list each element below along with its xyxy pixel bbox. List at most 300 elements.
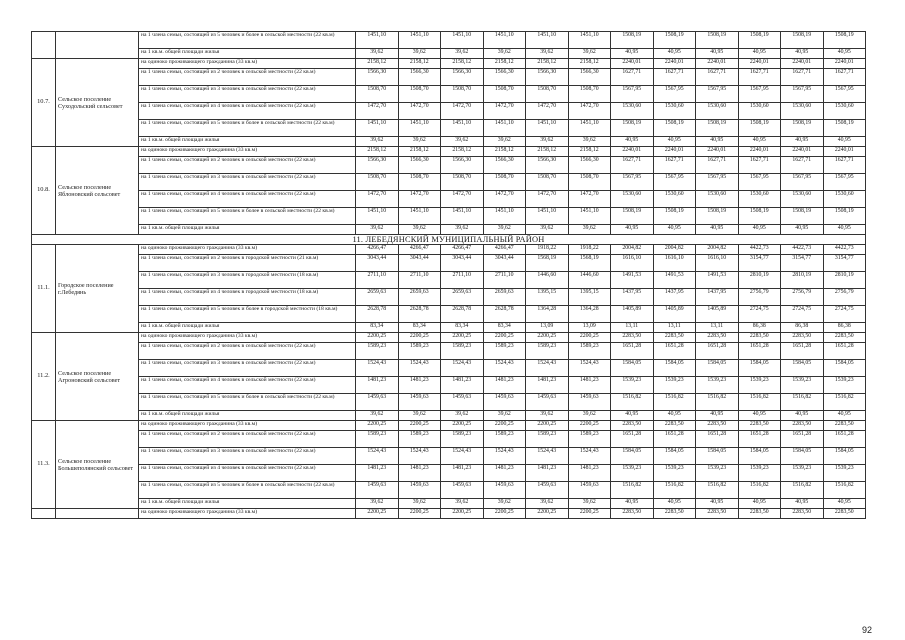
value-cell: 1567,95 [653, 174, 696, 191]
table-body [32, 32, 866, 519]
value-cell: 1524,43 [568, 360, 611, 377]
value-cell: 1481,23 [441, 377, 484, 394]
value-cell: 1451,10 [568, 120, 611, 137]
row-label: на 1 члена семьи, состоящей из 3 человек в сельской местности (22 кв.м) [139, 86, 356, 103]
value-cell: 1530,60 [696, 191, 739, 208]
value-cell: 1589,23 [441, 343, 484, 360]
value-cell: 1491,53 [611, 272, 654, 289]
row-label: на одиноко проживающего гражданина (33 кв.м) [139, 509, 356, 519]
value-cell: 40,95 [823, 499, 866, 509]
value-cell: 40,95 [823, 49, 866, 59]
value-cell: 1508,19 [823, 120, 866, 137]
value-cell: 1508,70 [398, 174, 441, 191]
value-cell: 1539,23 [738, 377, 781, 394]
value-cell: 1589,23 [398, 343, 441, 360]
value-cell: 1459,63 [356, 394, 399, 411]
value-cell: 40,95 [823, 137, 866, 147]
value-cell: 1616,10 [611, 255, 654, 272]
value-cell: 1584,05 [611, 360, 654, 377]
row-label: на 1 члена семьи, состоящей из 2 человек в сельской местности (22 кв.м) [139, 157, 356, 174]
value-cell: 39,62 [483, 137, 526, 147]
value-cell: 40,95 [696, 499, 739, 509]
value-cell: 86,38 [781, 323, 824, 333]
value-cell: 1584,05 [823, 448, 866, 465]
value-cell: 1481,23 [356, 465, 399, 482]
value-cell: 1508,19 [781, 120, 824, 137]
value-cell: 1524,43 [398, 360, 441, 377]
value-cell: 1539,23 [696, 377, 739, 394]
row-label: на 1 члена семьи, состоящей из 3 человек в сельской местности (22 кв.м) [139, 448, 356, 465]
value-cell: 1616,10 [696, 255, 739, 272]
value-cell: 39,62 [526, 137, 569, 147]
value-cell: 1459,63 [526, 482, 569, 499]
row-label: на 1 члена семьи, состоящей из 5 человек и более в сельской местности (22 кв.м) [139, 120, 356, 137]
value-cell: 1651,28 [611, 431, 654, 448]
value-cell: 3043,44 [483, 255, 526, 272]
value-cell: 1627,71 [781, 69, 824, 86]
value-cell: 1566,30 [356, 157, 399, 174]
value-cell: 1567,95 [781, 174, 824, 191]
value-cell: 2756,79 [823, 289, 866, 306]
value-cell: 1651,28 [823, 343, 866, 360]
value-cell: 1459,63 [568, 482, 611, 499]
value-cell: 39,62 [441, 225, 484, 235]
value-cell: 1589,23 [356, 431, 399, 448]
value-cell: 1589,23 [568, 431, 611, 448]
settlement-name [56, 32, 139, 59]
value-cell: 1584,05 [653, 448, 696, 465]
value-cell: 1508,70 [526, 86, 569, 103]
table-row [32, 272, 866, 289]
value-cell: 2283,50 [611, 509, 654, 519]
value-cell: 1472,70 [356, 103, 399, 120]
value-cell: 1567,95 [823, 174, 866, 191]
value-cell: 39,62 [398, 137, 441, 147]
section-row [32, 235, 866, 245]
value-cell: 1451,10 [568, 208, 611, 225]
value-cell: 1516,82 [611, 394, 654, 411]
value-cell: 1405,89 [653, 306, 696, 323]
value-cell: 2628,78 [483, 306, 526, 323]
value-cell: 2240,01 [653, 59, 696, 69]
value-cell: 1491,53 [653, 272, 696, 289]
table-row [32, 411, 866, 421]
table-row [32, 208, 866, 225]
value-cell: 1446,60 [568, 272, 611, 289]
value-cell: 1567,95 [738, 86, 781, 103]
value-cell: 1651,28 [653, 431, 696, 448]
value-cell: 1508,70 [356, 174, 399, 191]
value-cell: 2711,10 [483, 272, 526, 289]
value-cell: 1508,19 [653, 208, 696, 225]
value-cell: 39,62 [483, 49, 526, 59]
value-cell: 39,62 [398, 411, 441, 421]
value-cell: 1508,70 [483, 86, 526, 103]
row-label: на 1 члена семьи, состоящей из 2 человек в сельской местности (22 кв.м) [139, 431, 356, 448]
table-row [32, 69, 866, 86]
value-cell: 40,95 [781, 225, 824, 235]
value-cell: 2724,75 [738, 306, 781, 323]
value-cell: 1437,95 [653, 289, 696, 306]
value-cell: 4422,73 [823, 245, 866, 255]
value-cell: 1508,19 [738, 32, 781, 49]
value-cell: 1451,10 [441, 208, 484, 225]
value-cell: 40,95 [653, 499, 696, 509]
value-cell: 2659,63 [441, 289, 484, 306]
value-cell: 39,62 [526, 49, 569, 59]
value-cell: 1627,71 [738, 69, 781, 86]
value-cell: 1567,95 [611, 174, 654, 191]
value-cell: 2158,12 [356, 147, 399, 157]
row-label: на 1 кв.м. общей площади жилья [139, 137, 356, 147]
value-cell: 1491,53 [696, 272, 739, 289]
row-label: на 1 члена семьи, состоящей из 5 человек и более в сельской местности (22 кв.м) [139, 32, 356, 49]
value-cell: 1516,82 [823, 482, 866, 499]
value-cell: 2200,25 [441, 421, 484, 431]
value-cell: 1530,60 [823, 191, 866, 208]
row-label: на одиноко проживающего гражданина (33 кв.м) [139, 333, 356, 343]
value-cell: 1589,23 [526, 343, 569, 360]
value-cell: 1589,23 [568, 343, 611, 360]
value-cell: 1589,23 [398, 431, 441, 448]
value-cell: 1530,60 [611, 103, 654, 120]
page-number: 92 [861, 625, 872, 635]
value-cell: 2004,82 [653, 245, 696, 255]
value-cell: 1508,19 [611, 120, 654, 137]
value-cell: 1530,60 [653, 191, 696, 208]
price-table-sheet [31, 31, 866, 519]
value-cell: 83,34 [356, 323, 399, 333]
value-cell: 40,95 [738, 225, 781, 235]
value-cell: 1459,63 [568, 394, 611, 411]
row-label: на 1 члена семьи, состоящей из 3 человек в сельской местности (22 кв.м) [139, 360, 356, 377]
value-cell: 1395,15 [526, 289, 569, 306]
value-cell: 86,38 [823, 323, 866, 333]
value-cell: 4266,47 [398, 245, 441, 255]
value-cell: 1568,19 [526, 255, 569, 272]
value-cell: 1516,82 [823, 394, 866, 411]
value-cell: 1364,28 [568, 306, 611, 323]
value-cell: 1459,63 [483, 394, 526, 411]
settlement-number: 10.8. [32, 147, 56, 235]
value-cell: 2158,12 [356, 59, 399, 69]
table-row [32, 86, 866, 103]
table-row [32, 191, 866, 208]
value-cell: 2628,78 [356, 306, 399, 323]
value-cell: 1516,82 [696, 394, 739, 411]
table-row [32, 137, 866, 147]
value-cell: 2283,50 [738, 421, 781, 431]
value-cell: 1627,71 [696, 69, 739, 86]
value-cell: 40,95 [653, 49, 696, 59]
value-cell: 2240,01 [696, 147, 739, 157]
value-cell: 1459,63 [441, 394, 484, 411]
value-cell: 83,34 [441, 323, 484, 333]
table-row [32, 255, 866, 272]
value-cell: 1530,60 [653, 103, 696, 120]
value-cell: 2240,01 [823, 59, 866, 69]
value-cell: 2004,82 [696, 245, 739, 255]
value-cell: 1508,19 [611, 32, 654, 49]
value-cell: 2200,25 [568, 421, 611, 431]
value-cell: 2283,50 [823, 509, 866, 519]
settlement-name: Сельское поселение Суходольский сельсовет [56, 59, 139, 147]
value-cell: 2200,25 [398, 333, 441, 343]
value-cell: 40,95 [781, 137, 824, 147]
value-cell: 1539,23 [653, 377, 696, 394]
value-cell: 1508,70 [356, 86, 399, 103]
value-cell: 1508,70 [441, 86, 484, 103]
value-cell: 3154,77 [823, 255, 866, 272]
value-cell: 1918,22 [526, 245, 569, 255]
value-cell: 1539,23 [696, 465, 739, 482]
value-cell: 4266,47 [356, 245, 399, 255]
value-cell: 1481,23 [568, 377, 611, 394]
value-cell: 2240,01 [823, 147, 866, 157]
table-row [32, 343, 866, 360]
value-cell: 1508,70 [526, 174, 569, 191]
value-cell: 1459,63 [483, 482, 526, 499]
value-cell: 2200,25 [483, 509, 526, 519]
value-cell: 1516,82 [781, 482, 824, 499]
row-label: на 1 члена семьи, состоящей из 2 человек в городской местности (21 кв.м) [139, 255, 356, 272]
value-cell: 39,62 [356, 411, 399, 421]
value-cell: 2200,25 [441, 509, 484, 519]
value-cell: 1524,43 [398, 448, 441, 465]
row-label: на 1 члена семьи, состоящей из 2 человек в сельской местности (22 кв.м) [139, 69, 356, 86]
value-cell: 2158,12 [483, 59, 526, 69]
row-label: на 1 члена семьи, состоящей из 3 человек в сельской местности (22 кв.м) [139, 174, 356, 191]
row-label: на одиноко проживающего гражданина (33 кв.м) [139, 421, 356, 431]
value-cell: 1567,95 [611, 86, 654, 103]
value-cell: 1627,71 [611, 69, 654, 86]
value-cell: 1539,23 [823, 465, 866, 482]
value-cell: 1524,43 [483, 448, 526, 465]
value-cell: 2283,50 [653, 509, 696, 519]
value-cell: 1508,19 [653, 32, 696, 49]
value-cell: 2200,25 [398, 421, 441, 431]
value-cell: 1364,28 [526, 306, 569, 323]
value-cell: 1516,82 [696, 482, 739, 499]
value-cell: 2283,50 [738, 333, 781, 343]
value-cell: 1589,23 [483, 343, 526, 360]
value-cell: 1451,10 [398, 208, 441, 225]
value-cell: 1508,70 [568, 86, 611, 103]
value-cell: 1508,19 [696, 208, 739, 225]
value-cell: 40,95 [738, 411, 781, 421]
value-cell: 1530,60 [611, 191, 654, 208]
value-cell: 40,95 [611, 137, 654, 147]
value-cell: 2283,50 [611, 421, 654, 431]
value-cell: 1481,23 [356, 377, 399, 394]
value-cell: 1451,10 [483, 32, 526, 49]
value-cell: 40,95 [738, 49, 781, 59]
value-cell: 2200,25 [441, 333, 484, 343]
value-cell: 1524,43 [356, 448, 399, 465]
table-row [32, 482, 866, 499]
table-row [32, 431, 866, 448]
value-cell: 1566,30 [526, 157, 569, 174]
value-cell: 1508,19 [696, 120, 739, 137]
value-cell: 1539,23 [781, 377, 824, 394]
value-cell: 1651,28 [738, 431, 781, 448]
value-cell: 2283,50 [696, 509, 739, 519]
value-cell: 40,95 [611, 411, 654, 421]
value-cell: 2200,25 [356, 333, 399, 343]
value-cell: 1451,10 [568, 32, 611, 49]
value-cell: 1508,19 [823, 32, 866, 49]
value-cell: 1508,19 [781, 208, 824, 225]
row-label: на 1 кв.м. общей площади жилья [139, 411, 356, 421]
value-cell: 1472,70 [483, 191, 526, 208]
value-cell: 13,11 [653, 323, 696, 333]
value-cell: 1516,82 [611, 482, 654, 499]
value-cell: 1530,60 [781, 191, 824, 208]
value-cell: 1508,19 [823, 208, 866, 225]
value-cell: 1566,30 [568, 69, 611, 86]
value-cell: 40,95 [696, 137, 739, 147]
value-cell: 40,95 [611, 225, 654, 235]
value-cell: 39,62 [398, 225, 441, 235]
value-cell: 1530,60 [823, 103, 866, 120]
value-cell: 2240,01 [781, 147, 824, 157]
value-cell: 1539,23 [611, 377, 654, 394]
value-cell: 2158,12 [568, 147, 611, 157]
value-cell: 1451,10 [526, 120, 569, 137]
value-cell: 39,62 [441, 411, 484, 421]
value-cell: 2004,82 [611, 245, 654, 255]
row-label: на 1 кв.м. общей площади жилья [139, 323, 356, 333]
value-cell: 1516,82 [653, 482, 696, 499]
value-cell: 40,95 [696, 49, 739, 59]
value-cell: 1566,30 [568, 157, 611, 174]
value-cell: 1616,10 [653, 255, 696, 272]
value-cell: 1472,70 [526, 191, 569, 208]
value-cell: 2628,78 [398, 306, 441, 323]
value-cell: 40,95 [738, 499, 781, 509]
value-cell: 1472,70 [398, 191, 441, 208]
value-cell: 39,62 [568, 225, 611, 235]
value-cell: 2200,25 [356, 509, 399, 519]
settlement-number: 11.1. [32, 245, 56, 333]
housing-cost-table [31, 31, 866, 519]
value-cell: 1589,23 [441, 431, 484, 448]
table-row [32, 103, 866, 120]
value-cell: 1437,95 [611, 289, 654, 306]
value-cell: 1524,43 [568, 448, 611, 465]
value-cell: 1524,43 [441, 448, 484, 465]
value-cell: 2240,01 [611, 59, 654, 69]
value-cell: 2200,25 [526, 333, 569, 343]
value-cell: 1651,28 [738, 343, 781, 360]
value-cell: 1567,95 [653, 86, 696, 103]
value-cell: 4422,73 [738, 245, 781, 255]
value-cell: 2200,25 [568, 509, 611, 519]
value-cell: 1589,23 [526, 431, 569, 448]
value-cell: 1567,95 [781, 86, 824, 103]
table-row [32, 394, 866, 411]
value-cell: 39,62 [398, 49, 441, 59]
value-cell: 2200,25 [398, 509, 441, 519]
value-cell: 1530,60 [738, 191, 781, 208]
row-label: на 1 члена семьи, состоящей из 4 человек в сельской местности (22 кв.м) [139, 377, 356, 394]
settlement-number: 10.7. [32, 59, 56, 147]
value-cell: 13,11 [611, 323, 654, 333]
value-cell: 1451,10 [441, 32, 484, 49]
value-cell: 2200,25 [483, 333, 526, 343]
value-cell: 1530,60 [781, 103, 824, 120]
value-cell: 1539,23 [781, 465, 824, 482]
table-row [32, 59, 866, 69]
value-cell: 39,62 [483, 499, 526, 509]
row-label: на 1 члена семьи, состоящей из 4 человек в городской местности (18 кв.м) [139, 289, 356, 306]
value-cell: 39,62 [441, 137, 484, 147]
value-cell: 40,95 [696, 225, 739, 235]
value-cell: 1508,19 [738, 120, 781, 137]
value-cell: 1530,60 [696, 103, 739, 120]
value-cell: 1584,05 [738, 448, 781, 465]
value-cell: 1584,05 [611, 448, 654, 465]
value-cell: 1539,23 [611, 465, 654, 482]
row-label: на одиноко проживающего гражданина (33 кв.м) [139, 245, 356, 255]
value-cell: 4266,47 [441, 245, 484, 255]
value-cell: 3043,44 [356, 255, 399, 272]
value-cell: 2756,79 [738, 289, 781, 306]
value-cell: 2711,10 [356, 272, 399, 289]
value-cell: 1405,89 [696, 306, 739, 323]
value-cell: 1481,23 [568, 465, 611, 482]
value-cell: 1451,10 [356, 120, 399, 137]
value-cell: 3154,77 [781, 255, 824, 272]
value-cell: 40,95 [653, 137, 696, 147]
value-cell: 1566,30 [483, 69, 526, 86]
row-label: на 1 кв.м. общей площади жилья [139, 49, 356, 59]
value-cell: 39,62 [356, 499, 399, 509]
value-cell: 1472,70 [356, 191, 399, 208]
value-cell: 39,62 [441, 499, 484, 509]
table-row [32, 465, 866, 482]
value-cell: 1566,30 [398, 69, 441, 86]
value-cell: 2283,50 [781, 333, 824, 343]
value-cell: 2200,25 [568, 333, 611, 343]
value-cell: 1627,71 [653, 157, 696, 174]
value-cell: 1539,23 [738, 465, 781, 482]
value-cell: 39,62 [568, 49, 611, 59]
value-cell: 1651,28 [781, 431, 824, 448]
value-cell: 40,95 [696, 411, 739, 421]
value-cell: 1451,10 [398, 32, 441, 49]
value-cell: 1437,95 [696, 289, 739, 306]
value-cell: 2158,12 [441, 147, 484, 157]
value-cell: 2158,12 [526, 147, 569, 157]
value-cell: 2724,75 [823, 306, 866, 323]
value-cell: 1481,23 [526, 465, 569, 482]
value-cell: 1651,28 [696, 431, 739, 448]
value-cell: 2628,78 [441, 306, 484, 323]
value-cell: 39,62 [356, 225, 399, 235]
value-cell: 1651,28 [781, 343, 824, 360]
value-cell: 83,34 [398, 323, 441, 333]
table-row [32, 499, 866, 509]
table-row [32, 49, 866, 59]
value-cell: 1651,28 [696, 343, 739, 360]
value-cell: 1566,30 [398, 157, 441, 174]
row-label: на 1 члена семьи, состоящей из 4 человек в сельской местности (22 кв.м) [139, 103, 356, 120]
value-cell: 1651,28 [611, 343, 654, 360]
value-cell: 1584,05 [781, 360, 824, 377]
value-cell: 2724,75 [781, 306, 824, 323]
value-cell: 1481,23 [526, 377, 569, 394]
